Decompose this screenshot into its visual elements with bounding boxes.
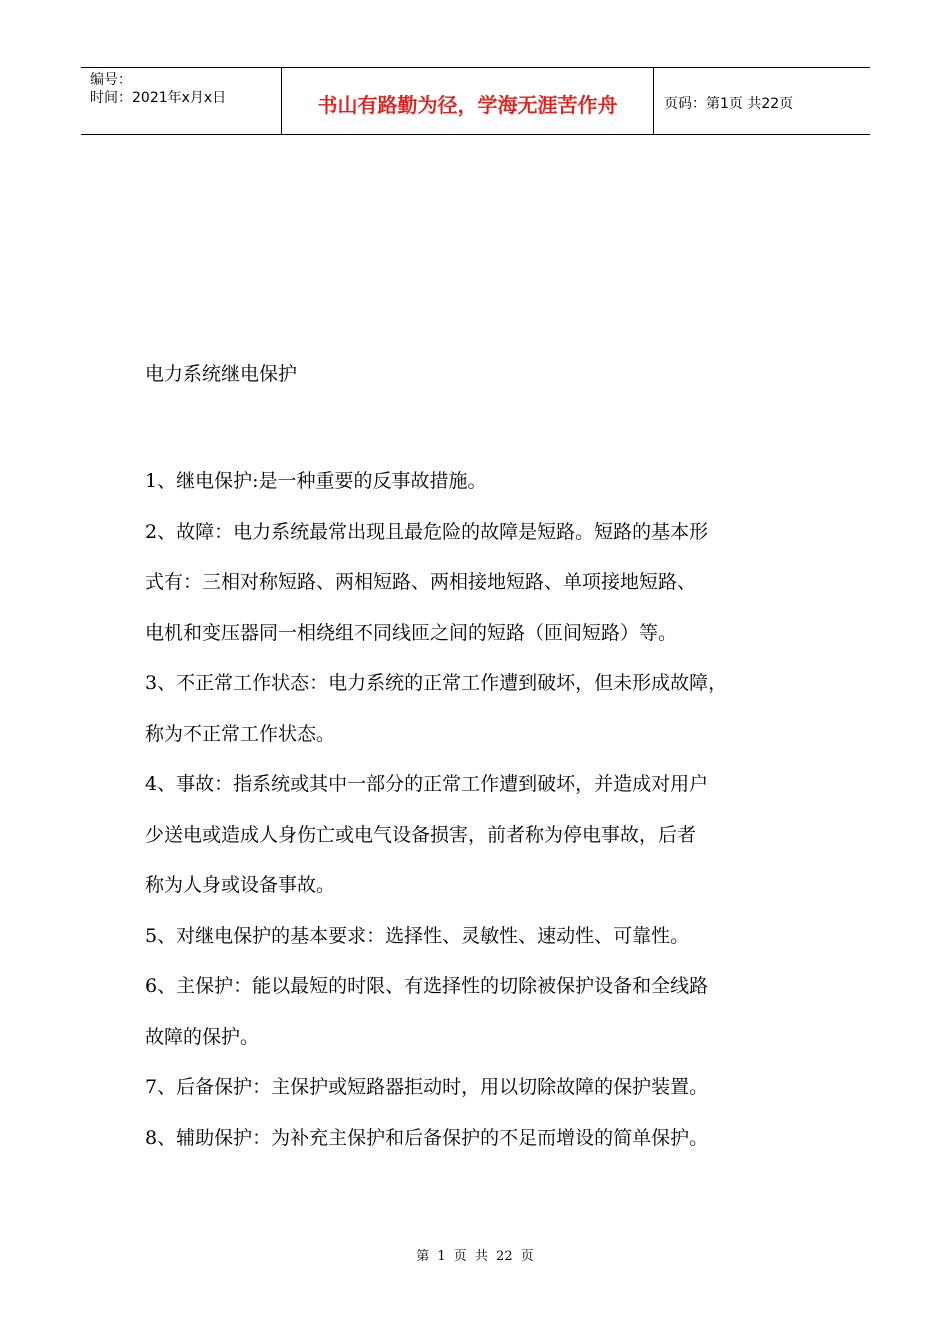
paragraph-2 (145, 507, 825, 659)
text-line: 称为人身或设备事故。 (145, 874, 336, 896)
text-line: 3、不正常工作状态：电力系统的正常工作遭到破坏，但未形成故障， (145, 672, 728, 694)
text-line: 1、继电保护:是一种重要的反事故措施。 (145, 470, 487, 492)
document-title: 电力系统继电保护 (145, 363, 298, 385)
text-line: 称为不正常工作状态。 (145, 722, 336, 745)
text-line: 6、主保护：能以最短的时限、有选择性的切除被保护设备和全线路 (145, 975, 709, 997)
text-line: 4、事故：指系统或其中一部分的正常工作遭到破坏，并造成对用户 (145, 773, 709, 795)
text-line: 少送电或造成人身伤亡或电气设备损害，前者称为停电事故，后者 (145, 823, 697, 846)
header-page-info: 页码：第1页 共22页 (664, 96, 794, 112)
paragraph-3 (145, 658, 825, 759)
page-footer: 第 1 页 共 22 页 (416, 1249, 534, 1264)
header-meta (81, 68, 282, 134)
text-line: 8、辅助保护：为补充主保护和后备保护的不足而增设的简单保护。 (145, 1126, 709, 1149)
paragraph-4 (145, 759, 825, 911)
time-label: 时间：2021年x月x日 (90, 90, 227, 106)
header-motto: 书山有路勤为径，学海无涯苦作舟 (282, 68, 654, 134)
number-label: 编号： (90, 72, 132, 88)
paragraph-6 (145, 961, 825, 1062)
document-body (145, 456, 825, 1163)
text-line: 故障的保护。 (145, 1025, 260, 1048)
text-line: 电机和变压器同一相绕组不同线匝之间的短路（匝间短路）等。 (145, 621, 678, 644)
paragraph-8 (145, 1113, 825, 1164)
text-line: 2、故障：电力系统最常出现且最危险的故障是短路。短路的基本形 (145, 520, 709, 543)
text-line: 式有：三相对称短路、两相短路、两相接地短路、单项接地短路、 (145, 571, 697, 593)
text-line: 7、后备保护：主保护或短路器拒动时，用以切除故障的保护装置。 (145, 1076, 709, 1098)
page-header (81, 67, 870, 135)
text-line: 5、对继电保护的基本要求：选择性、灵敏性、速动性、可靠性。 (145, 924, 690, 947)
paragraph-1 (145, 456, 825, 507)
paragraph-7 (145, 1062, 825, 1113)
paragraph-5 (145, 911, 825, 962)
